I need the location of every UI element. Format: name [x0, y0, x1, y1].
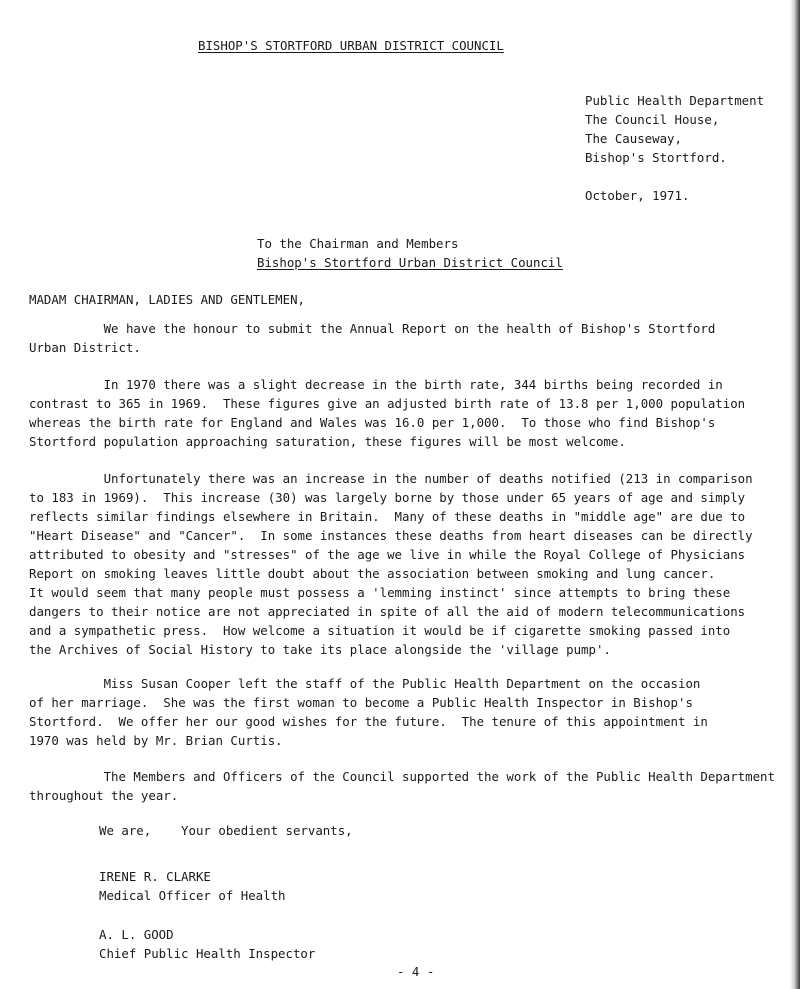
signatory-name: IRENE R. CLARKE: [99, 869, 211, 884]
signatory-title: Medical Officer of Health: [99, 888, 286, 903]
address-line: Bishop's Stortford.: [585, 150, 727, 165]
addressee-line: To the Chairman and Members: [257, 236, 459, 251]
address-line: The Council House,: [585, 112, 720, 127]
council-title: BISHOP'S STORTFORD URBAN DISTRICT COUNCIL: [198, 38, 504, 53]
paragraph-birth-rate: In 1970 there was a slight decrease in the birth rate, 344 births being recorded in contrast to 365 in 1969. These figures give an adjusted birth rate of 13.8 per 1,000 population whereas the birth rate for England and Wales was 16.0 per 1,000. To those who find Bishop's Stortford population approaching saturation, these figures will be most welcome.: [29, 377, 746, 449]
page-number: - 4 -: [397, 964, 435, 979]
report-date: October, 1971.: [585, 188, 690, 203]
paragraph-staff: Miss Susan Cooper left the staff of the Public Health Department on the occasion of her marriage. She was the first woman to become a Public Health Inspector in Bishop's Stortford. We offer her our good wishes for the future. The tenure of this appointment in 1970 was held by Mr. Brian Curtis.: [29, 676, 708, 748]
page-edge-shadow: [790, 0, 800, 989]
addressee-council: Bishop's Stortford Urban District Council: [257, 255, 563, 270]
closing: We are, Your obedient servants,: [99, 823, 353, 838]
paragraph-intro: We have the honour to submit the Annual Report on the health of Bishop's Stortford Urban District.: [29, 321, 716, 355]
signatory-title: Chief Public Health Inspector: [99, 946, 316, 961]
paragraph-deaths: Unfortunately there was an increase in the number of deaths notified (213 in comparison to 183 in 1969). This increase (30) was largely borne by those under 65 years of age and simply reflects similar findings elsewhere in Britain. Many of these deaths in "middle age" are due to "Heart Disease" and "Cancer". In some instances these deaths from heart diseases can be directly attributed to obesity and "stresses" of the age we live in while the Royal College of Physicians Report on smoking leaves little doubt about the association between smoking and lung cancer. It would seem that many people must possess a 'lemming instinct' since attempts to bring these dangers to their notice are not appreciated in spite of all the aid of modern telecommunications and a sympathetic press. How welcome a situation it would be if cigarette smoking passed into the Archives of Social History to take its place alongside the 'village pump'.: [29, 471, 753, 657]
address-line: The Causeway,: [585, 131, 682, 146]
paragraph-thanks: The Members and Officers of the Council supported the work of the Public Health Department throughout the year.: [29, 769, 775, 803]
address-line: Public Health Department: [585, 93, 765, 108]
signatory-name: A. L. GOOD: [99, 927, 174, 942]
salutation: MADAM CHAIRMAN, LADIES AND GENTLEMEN,: [29, 292, 306, 307]
